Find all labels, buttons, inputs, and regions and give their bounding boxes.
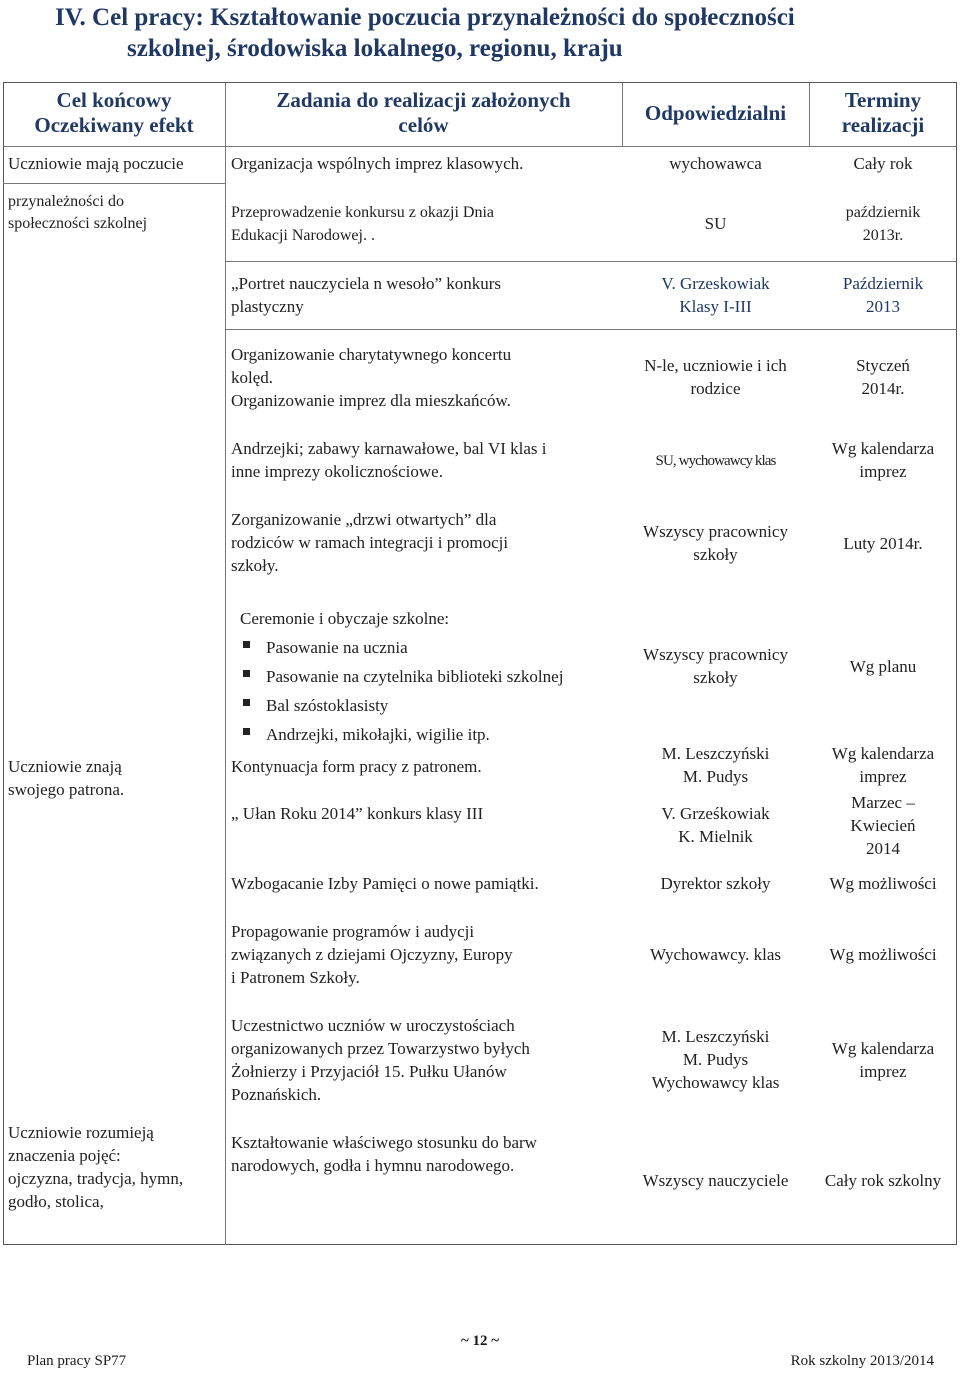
term-cell bbox=[809, 791, 957, 860]
header-cel-koncowy bbox=[3, 88, 225, 138]
term-text: Kwiecień bbox=[850, 816, 916, 835]
responsible-text: szkoły bbox=[693, 668, 738, 687]
task-text: inne imprezy okolicznościowe. bbox=[231, 462, 443, 481]
responsible-text: M. Leszczyński bbox=[661, 744, 770, 763]
task-text: szkoły. bbox=[231, 556, 279, 575]
task-text: Organizacja wspólnych imprez klasowych. bbox=[231, 154, 524, 173]
goal-text: Uczniowie mają poczucie bbox=[8, 154, 184, 173]
footer-left: Plan pracy SP77 bbox=[27, 1353, 127, 1369]
responsible-text: M. Pudys bbox=[682, 767, 749, 786]
task-text: kolęd. bbox=[231, 368, 274, 387]
page-number: ~ 12 ~ bbox=[460, 1333, 500, 1349]
task-text: Uczestnictwo uczniów w uroczystościach bbox=[231, 1016, 515, 1035]
task-text: Propagowanie programów i audycji bbox=[231, 922, 475, 941]
goal-patron bbox=[8, 755, 223, 801]
responsible-cell bbox=[622, 943, 809, 966]
responsible-cell bbox=[622, 212, 809, 235]
title-line-1: IV. Cel pracy: Kształtowanie poczucia przynależności do społeczności bbox=[55, 4, 795, 31]
list-item: Pasowanie na czytelnika biblioteki szkolnej bbox=[240, 662, 622, 691]
task-text: Andrzejki; zabawy karnawałowe, bal VI klas i bbox=[231, 439, 547, 458]
responsible-cell bbox=[622, 272, 809, 318]
term-text: imprez bbox=[859, 462, 907, 481]
term-text: imprez bbox=[859, 1062, 907, 1081]
responsible-cell bbox=[622, 520, 809, 566]
list-item: Pasowanie na ucznia bbox=[240, 633, 622, 662]
task-text: plastyczny bbox=[231, 297, 304, 316]
table-divider bbox=[225, 82, 226, 1245]
responsible-text: Wszyscy pracownicy bbox=[643, 522, 788, 541]
task-text: Organizowanie imprez dla mieszkańców. bbox=[231, 391, 511, 410]
task-text: i Patronem Szkoły. bbox=[231, 968, 360, 987]
responsible-text: rodzice bbox=[690, 379, 741, 398]
responsible-text: N-le, uczniowie i ich bbox=[644, 356, 787, 375]
header-text: Cel końcowy bbox=[56, 88, 172, 112]
term-cell bbox=[809, 943, 957, 966]
responsible-cell bbox=[622, 643, 809, 689]
term-cell bbox=[809, 532, 957, 555]
task-text: „Portret nauczyciela n wesoło” konkurs bbox=[231, 274, 502, 293]
responsible-text: K. Mielnik bbox=[678, 827, 753, 846]
term-text: Cały rok szkolny bbox=[824, 1171, 942, 1190]
term-text: 2014 bbox=[866, 839, 900, 858]
responsible-text: SU bbox=[704, 214, 727, 233]
header-terminy bbox=[809, 88, 957, 138]
term-text: październik bbox=[845, 204, 921, 221]
goal-text: godło, stolica, bbox=[8, 1192, 104, 1211]
term-text: Wg możliwości bbox=[829, 945, 937, 964]
responsible-text: M. Leszczyński bbox=[661, 1027, 770, 1046]
task-cell bbox=[231, 802, 621, 825]
term-cell bbox=[809, 742, 957, 788]
responsible-cell bbox=[622, 872, 809, 895]
task-text: rodziców w ramach integracji i promocji bbox=[231, 533, 509, 552]
term-text: Wg kalendarza bbox=[831, 439, 935, 458]
goal-text: Uczniowie rozumieją bbox=[8, 1123, 154, 1142]
responsible-text: Wychowawcy klas bbox=[651, 1073, 780, 1092]
table-divider bbox=[225, 329, 957, 330]
list-item: Bal szóstoklasisty bbox=[240, 691, 622, 720]
responsible-cell bbox=[622, 742, 809, 788]
table-divider bbox=[3, 183, 225, 184]
task-cell bbox=[231, 343, 621, 412]
responsible-text: Wychowawcy. klas bbox=[650, 945, 781, 964]
task-cell bbox=[231, 437, 621, 483]
term-cell bbox=[809, 872, 957, 895]
responsible-text: V. Grześkowiak bbox=[661, 804, 770, 823]
header-text: Oczekiwany efekt bbox=[34, 113, 194, 137]
term-text: Luty 2014r. bbox=[843, 534, 923, 553]
task-text: narodowych, godła i hymnu narodowego. bbox=[231, 1156, 515, 1175]
goal-text: Uczniowie znają bbox=[8, 757, 122, 776]
responsible-cell bbox=[622, 152, 809, 175]
term-text: 2013r. bbox=[862, 227, 904, 244]
goal-concepts bbox=[8, 1121, 223, 1213]
term-cell bbox=[809, 272, 957, 318]
title-line-2: szkolnej, środowiska lokalnego, regionu, kraju bbox=[127, 35, 623, 62]
task-cell bbox=[240, 604, 622, 749]
goal-text: przynależności do bbox=[8, 193, 124, 210]
responsible-text: szkoły bbox=[693, 545, 738, 564]
goal-belonging-cont bbox=[8, 191, 223, 235]
task-text: Edukacji Narodowej. . bbox=[231, 227, 375, 244]
responsible-cell bbox=[622, 1169, 809, 1192]
task-cell bbox=[231, 1131, 621, 1177]
term-text: Wg planu bbox=[849, 657, 917, 676]
goal-text: ojczyzna, tradycja, hymn, bbox=[8, 1169, 184, 1188]
term-text: Wg możliwości bbox=[829, 874, 937, 893]
responsible-cell bbox=[622, 450, 809, 473]
term-cell bbox=[809, 655, 957, 678]
responsible-cell bbox=[622, 354, 809, 400]
term-text: Październik bbox=[842, 274, 924, 293]
responsible-cell bbox=[622, 1025, 809, 1094]
term-text: Marzec – bbox=[851, 793, 915, 812]
goal-text: społeczności szkolnej bbox=[8, 215, 148, 232]
goal-text: swojego patrona. bbox=[8, 780, 125, 799]
term-text: imprez bbox=[859, 767, 907, 786]
goal-belonging bbox=[8, 152, 223, 175]
table-divider bbox=[225, 261, 957, 262]
task-text: Ceremonie i obyczaje szkolne: bbox=[240, 609, 450, 628]
task-cell bbox=[231, 872, 621, 895]
responsible-text: M. Pudys bbox=[682, 1050, 749, 1069]
responsible-cell bbox=[622, 802, 809, 848]
header-text: realizacji bbox=[841, 113, 925, 137]
task-text: Zorganizowanie „drzwi otwartych” dla bbox=[231, 510, 497, 529]
term-cell bbox=[809, 201, 957, 247]
term-cell bbox=[809, 437, 957, 483]
task-text: „ Ułan Roku 2014” konkurs klasy III bbox=[231, 804, 484, 823]
responsible-text: Dyrektor szkoły bbox=[660, 874, 771, 893]
responsible-text: Wszyscy pracownicy bbox=[643, 645, 788, 664]
goal-text: znaczenia pojęć: bbox=[8, 1146, 121, 1165]
list-item: Andrzejki, mikołajki, wigilie itp. bbox=[240, 720, 622, 749]
footer-right: Rok szkolny 2013/2014 bbox=[790, 1353, 934, 1369]
responsible-text: Wszyscy nauczyciele bbox=[642, 1171, 789, 1190]
term-cell bbox=[809, 1037, 957, 1083]
header-odpowiedzialni bbox=[622, 101, 809, 126]
table-divider bbox=[3, 146, 957, 147]
task-cell bbox=[231, 152, 621, 175]
task-text: związanych z dziejami Ojczyzny, Europy bbox=[231, 945, 513, 964]
task-text: Wzbogacanie Izby Pamięci o nowe pamiątki. bbox=[231, 874, 539, 893]
task-cell bbox=[231, 755, 621, 778]
term-cell bbox=[809, 152, 957, 175]
task-text: Kontynuacja form pracy z patronem. bbox=[231, 757, 482, 776]
term-text: Styczeń bbox=[856, 356, 910, 375]
task-text: Przeprowadzenie konkursu z okazji Dnia bbox=[231, 204, 495, 221]
term-text: Wg kalendarza bbox=[831, 1039, 935, 1058]
task-text: Poznańskich. bbox=[231, 1085, 322, 1104]
term-cell bbox=[809, 1169, 957, 1192]
term-text: 2013 bbox=[866, 297, 900, 316]
header-text: Zadania do realizacji założonych bbox=[276, 88, 571, 112]
page-title bbox=[55, 2, 935, 64]
responsible-text: Klasy I-III bbox=[679, 297, 752, 316]
task-cell bbox=[231, 1014, 621, 1106]
header-text: celów bbox=[398, 113, 449, 137]
header-text: Odpowiedzialni bbox=[644, 101, 787, 125]
task-text: Kształtowanie właściwego stosunku do barw bbox=[231, 1133, 537, 1152]
responsible-text: wychowawca bbox=[669, 154, 762, 173]
responsible-text: SU, wychowawcy klas bbox=[655, 453, 776, 469]
task-cell bbox=[231, 201, 621, 247]
task-cell bbox=[231, 508, 621, 577]
task-cell bbox=[231, 920, 621, 989]
task-text: Organizowanie charytatywnego koncertu bbox=[231, 345, 512, 364]
term-text: Wg kalendarza bbox=[831, 744, 935, 763]
term-text: Cały rok bbox=[853, 154, 913, 173]
header-text: Terminy bbox=[844, 88, 922, 112]
ceremony-list bbox=[240, 633, 622, 749]
task-text: Żołnierzy i Przyjaciół 15. Pułku Ułanów bbox=[231, 1062, 507, 1081]
term-cell bbox=[809, 354, 957, 400]
task-cell bbox=[231, 272, 621, 318]
responsible-text: V. Grzeskowiak bbox=[661, 274, 770, 293]
term-text: 2014r. bbox=[861, 379, 905, 398]
header-zadania bbox=[225, 88, 622, 138]
task-text: organizowanych przez Towarzystwo byłych bbox=[231, 1039, 530, 1058]
